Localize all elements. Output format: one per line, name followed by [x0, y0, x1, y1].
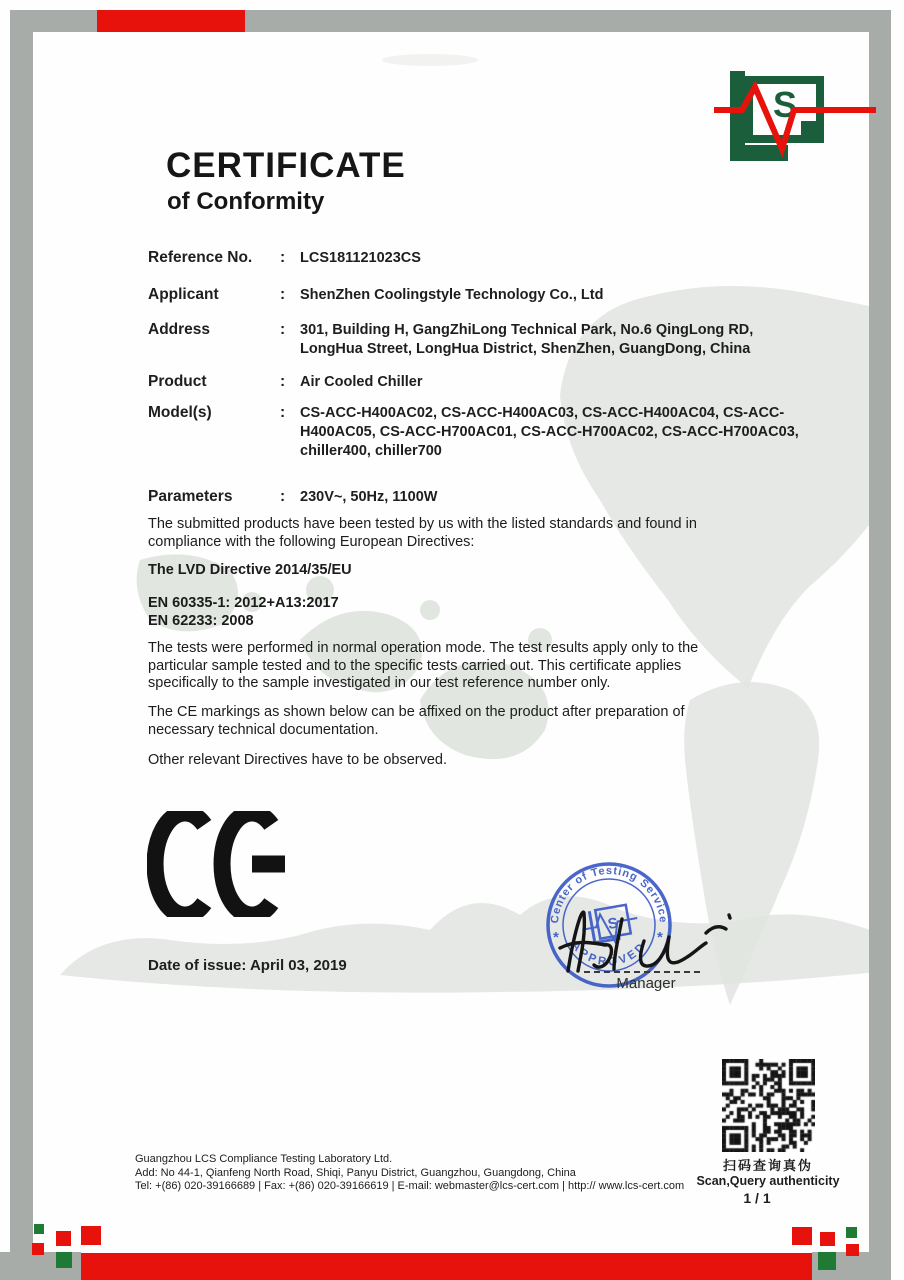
qr-caption-chinese: 扫码查询真伪 [722, 1158, 813, 1173]
field-value-product: Air Cooled Chiller [300, 374, 423, 390]
field-value-models: CS-ACC-H400AC02, CS-ACC-H400AC03, CS-ACC-H400AC04, CS-ACC-H400AC05, CS-ACC-H700AC01, CS-ACC-H700AC02, CS-ACC-H700AC03, chiller400, chiller700 [300, 405, 799, 459]
corner-square [32, 1243, 44, 1255]
field-value-parameters: 230V~, 50Hz, 1100W [300, 489, 438, 505]
paragraph-intro: The submitted products have been tested by us with the listed standards and found in compliance with the following European Directives: [148, 516, 697, 550]
footer-address: Add: No 44-1, Qianfeng North Road, Shiqi, Panyu District, Guangzhou, Guangdong, China [135, 1166, 576, 1179]
frame-red-segment [97, 10, 245, 32]
paragraph-tests: The tests were performed in normal operation mode. The test results apply only to the particular sample tested and to the specific tests carried out. This certificate applies specifically to the sample investigated in our test reference number only. [148, 640, 699, 691]
paragraph-other-directives: Other relevant Directives have to be observed. [148, 752, 448, 768]
field-label-applicant: Applicant [148, 286, 219, 303]
corner-square [846, 1244, 859, 1256]
standard-line-1: EN 60335-1: 2012+A13:2017 [148, 595, 339, 611]
field-colon: : [280, 373, 286, 390]
field-value-reference: LCS181121023CS [300, 250, 421, 266]
corner-square [820, 1232, 835, 1246]
field-colon: : [280, 488, 286, 505]
lcs-logo [712, 66, 880, 168]
field-label-address: Address [148, 321, 211, 338]
stamp-star-right: * [657, 929, 663, 946]
qr-code [722, 1059, 815, 1152]
date-of-issue: Date of issue: April 03, 2019 [148, 957, 347, 974]
corner-square [81, 1226, 101, 1245]
standard-line-2: EN 62233: 2008 [148, 613, 254, 629]
qr-caption-english: Scan,Query authenticity [696, 1174, 840, 1188]
manager-signature [548, 893, 738, 988]
signature-line [584, 971, 700, 973]
signatory-role: Manager [616, 975, 676, 992]
field-value-applicant: ShenZhen Coolingstyle Technology Co., Ltd [300, 287, 604, 303]
stamp-inner-letter: S [606, 914, 620, 934]
corner-square [818, 1252, 836, 1270]
footer-contacts: Tel: +(86) 020-39166689 | Fax: +(86) 020-39166619 | E-mail: webmaster@lcs-cert.com | http:// www.lcs-cert.com [135, 1180, 685, 1192]
corner-square [846, 1227, 857, 1238]
stamp-star-left: * [553, 929, 559, 946]
page-number: 1 / 1 [743, 1190, 771, 1206]
page-frame-right [869, 10, 891, 1280]
ce-mark [147, 811, 297, 917]
field-label-parameters: Parameters [148, 488, 233, 505]
field-colon: : [280, 249, 286, 266]
field-label-models: Model(s) [148, 404, 212, 421]
footer-company: Guangzhou LCS Compliance Testing Laboratory Ltd. [135, 1153, 393, 1165]
field-colon: : [280, 404, 286, 421]
corner-square [56, 1231, 71, 1246]
stamp-top-text: Center of Testing Service [548, 864, 670, 924]
frame-red-bottom-bar [81, 1253, 812, 1280]
corner-square [792, 1227, 812, 1245]
logo-letter-s: S [772, 84, 798, 125]
certificate-subtitle: of Conformity [167, 188, 325, 215]
qr-caption-block [678, 1155, 858, 1206]
paragraph-ce-markings: The CE markings as shown below can be affixed on the product after preparation of necessary technical documentation. [148, 704, 685, 738]
page-frame-left [10, 10, 33, 1253]
field-label-reference: Reference No. [148, 249, 253, 266]
field-label-product: Product [148, 373, 207, 390]
corner-square [56, 1252, 72, 1268]
field-colon: : [280, 321, 286, 338]
field-value-address: 301, Building H, GangZhiLong Technical Park, No.6 QingLong RD, LongHua Street, LongHua District, ShenZhen, GuangDong, China [300, 322, 754, 357]
certificate-title: CERTIFICATE [166, 146, 406, 185]
corner-square [34, 1224, 44, 1234]
field-colon: : [280, 286, 286, 303]
stamp-bottom-text: APPROVED [568, 939, 650, 969]
footer-block [135, 1153, 695, 1194]
directive-line: The LVD Directive 2014/35/EU [148, 562, 352, 578]
